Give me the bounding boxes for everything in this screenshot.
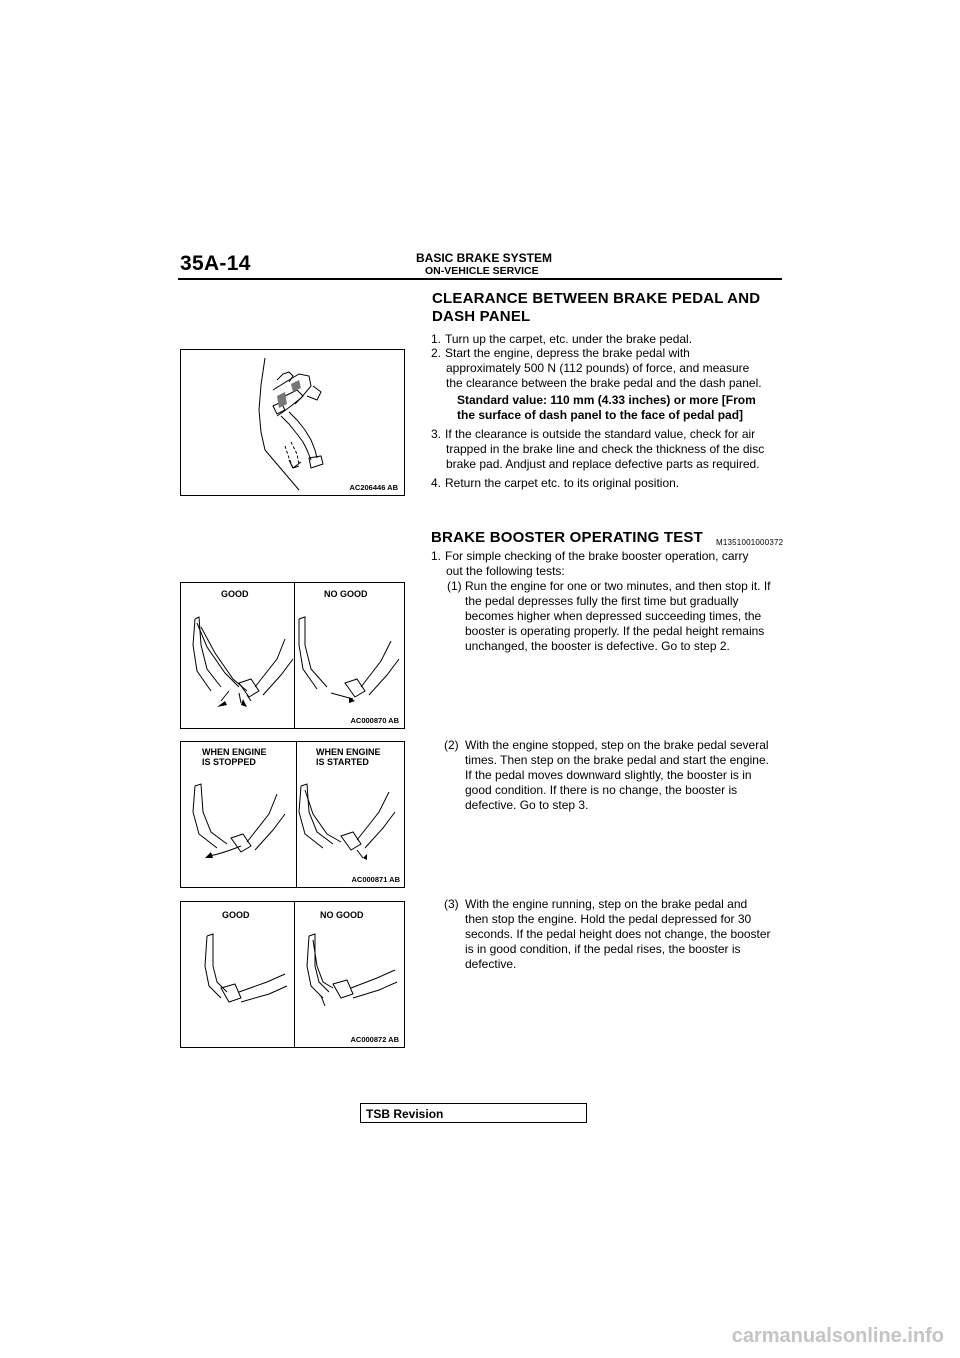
booster-start-illustration bbox=[181, 742, 406, 889]
substep-text: With the engine stopped, step on the brake pedal several bbox=[465, 738, 769, 752]
substep-number: (1) bbox=[447, 579, 462, 593]
step-number: 2. bbox=[431, 346, 442, 360]
no-good-label: NO GOOD bbox=[324, 589, 368, 599]
step-text: Turn up the carpet, etc. under the brake pedal. bbox=[445, 332, 693, 346]
booster-figure-2 bbox=[180, 741, 405, 888]
booster-figure-3 bbox=[180, 901, 405, 1048]
step-text: If the clearance is outside the standard value, check for air bbox=[445, 427, 756, 441]
substep-text: the pedal depresses fully the first time but gradually bbox=[465, 594, 739, 608]
good-label: GOOD bbox=[222, 910, 250, 920]
document-id: M1351001000372 bbox=[716, 538, 784, 547]
engine-started-label-line1: WHEN ENGINE bbox=[316, 747, 381, 757]
clearance-heading-line2: DASH PANEL bbox=[432, 308, 531, 325]
tsb-revision-label: TSB Revision bbox=[366, 1107, 444, 1121]
figure-code: AC000872 AB bbox=[350, 1035, 399, 1044]
tsb-revision-box bbox=[360, 1103, 587, 1123]
good-label: GOOD bbox=[221, 589, 249, 599]
substep-text: unchanged, the booster is defective. Go to step 2. bbox=[465, 639, 730, 653]
step-text: Return the carpet etc. to its original position. bbox=[445, 476, 680, 490]
step-text: brake pad. Andjust and replace defective parts as required. bbox=[446, 457, 760, 471]
step-text: approximately 500 N (112 pounds) of force, and measure bbox=[446, 361, 750, 375]
figure-code: AC000871 AB bbox=[351, 875, 400, 884]
substep-text: is in good condition, if the pedal rises, the booster is bbox=[465, 942, 741, 956]
section-subtitle: ON-VEHICLE SERVICE bbox=[425, 265, 539, 277]
engine-started-label-line2: IS STARTED bbox=[316, 757, 369, 767]
substep-text: becomes higher when depressed succeeding times, the bbox=[465, 609, 762, 623]
step-number: 1. bbox=[431, 332, 442, 346]
substep-text: defective. Go to step 3. bbox=[465, 798, 589, 812]
substep-text: booster is operating properly. If the pedal height remains bbox=[465, 624, 765, 638]
step-text: For simple checking of the brake booster operation, carry bbox=[445, 549, 749, 563]
header-rule bbox=[178, 278, 782, 280]
step-text: out the following tests: bbox=[446, 564, 565, 578]
booster-figure-1 bbox=[180, 582, 405, 729]
substep-text: Run the engine for one or two minutes, and then stop it. If bbox=[465, 579, 771, 593]
substep-text: seconds. If the pedal height does not change, the booster bbox=[465, 927, 771, 941]
watermark: carmanualsonline.info bbox=[731, 1325, 944, 1347]
substep-text: If the pedal moves downward slightly, the booster is in bbox=[465, 768, 752, 782]
substep-text: then stop the engine. Hold the pedal depressed for 30 bbox=[465, 912, 752, 926]
engine-stopped-label-line1: WHEN ENGINE bbox=[202, 747, 267, 757]
substep-text: With the engine running, step on the brake pedal and bbox=[465, 897, 748, 911]
step-text: Start the engine, depress the brake pedal with bbox=[445, 346, 690, 360]
booster-hold-illustration bbox=[181, 902, 406, 1049]
substep-number: (2) bbox=[444, 738, 459, 752]
section-title: BASIC BRAKE SYSTEM bbox=[416, 251, 553, 265]
substep-text: good condition. If there is no change, the booster is bbox=[465, 783, 738, 797]
booster-heading: BRAKE BOOSTER OPERATING TEST bbox=[431, 529, 704, 546]
standard-value-line2: the surface of dash panel to the face of pedal pad] bbox=[457, 408, 744, 422]
step-text: the clearance between the brake pedal and the dash panel. bbox=[446, 376, 762, 390]
pedal-depression-illustration bbox=[181, 583, 406, 730]
step-number: 4. bbox=[431, 476, 442, 490]
engine-stopped-label-line2: IS STOPPED bbox=[202, 757, 256, 767]
figure-code: AC000870 AB bbox=[350, 716, 399, 725]
page-number: 35A-14 bbox=[180, 252, 251, 275]
clearance-heading-line1: CLEARANCE BETWEEN BRAKE PEDAL AND bbox=[432, 290, 761, 307]
figure-code: AC206446 AB bbox=[349, 483, 398, 492]
substep-number: (3) bbox=[444, 897, 459, 911]
pedal-assembly-illustration bbox=[181, 350, 406, 497]
pedal-clearance-figure bbox=[180, 349, 405, 496]
no-good-label: NO GOOD bbox=[320, 910, 364, 920]
substep-text: defective. bbox=[465, 957, 517, 971]
step-number: 3. bbox=[431, 427, 442, 441]
standard-value-line1: Standard value: 110 mm (4.33 inches) or more [From bbox=[457, 393, 756, 407]
step-number: 1. bbox=[431, 549, 442, 563]
step-text: trapped in the brake line and check the thickness of the disc bbox=[446, 442, 765, 456]
substep-text: times. Then step on the brake pedal and start the engine. bbox=[465, 753, 769, 767]
